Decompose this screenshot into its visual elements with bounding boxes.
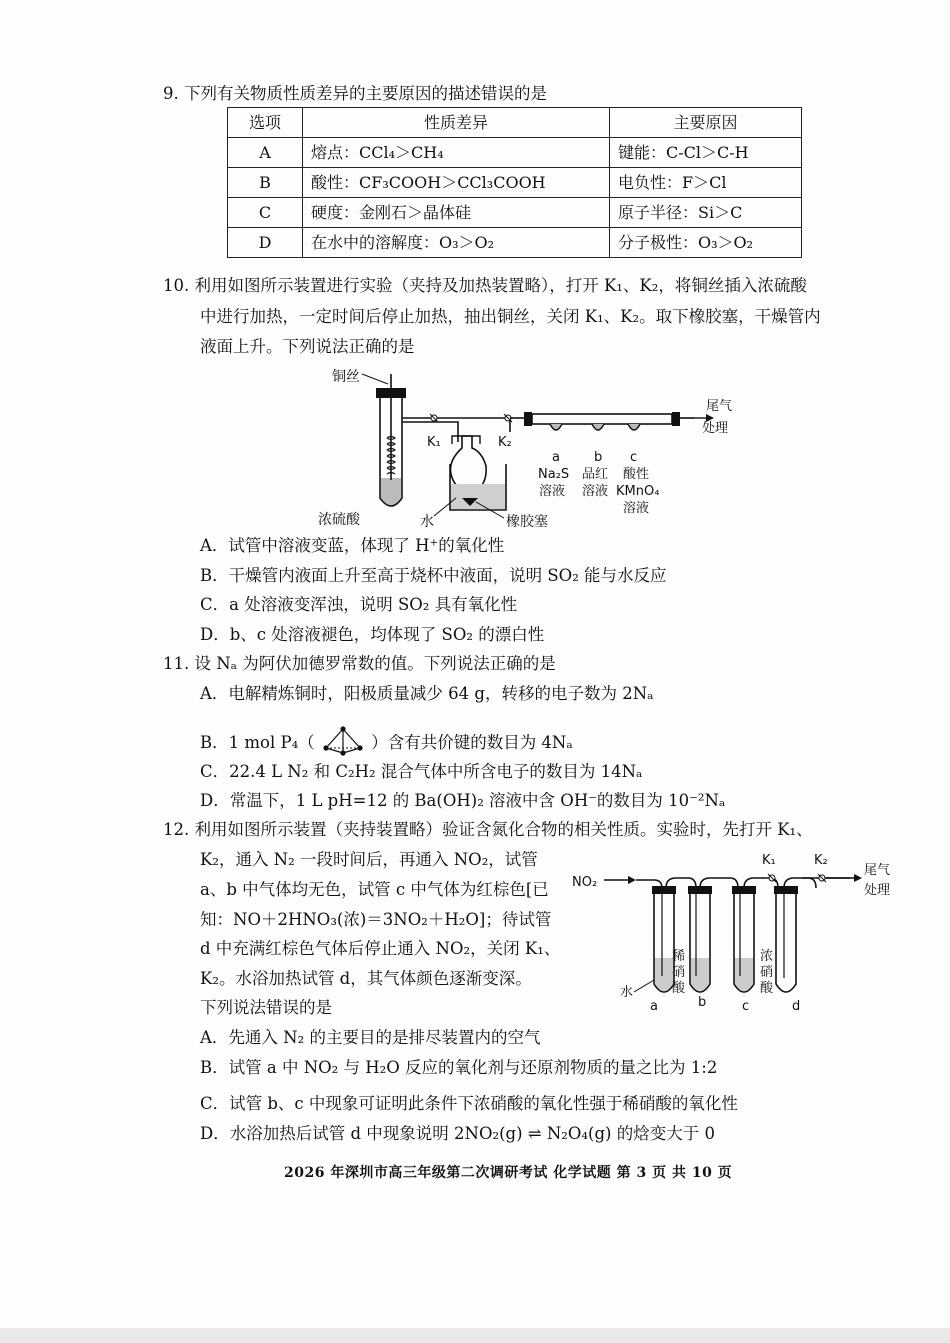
table-row bbox=[228, 138, 802, 168]
question-12-line-5: d 中充满红棕色气体后停止通入 NO₂，关闭 K₁、 bbox=[200, 939, 561, 958]
question-12-option-d: D．水浴加热后试管 d 中现象说明 2NO₂(g) ⇌ N₂O₄(g) 的焓变大于 0 bbox=[200, 1124, 715, 1143]
question-10-option-c: C．a 处溶液变浑浊，说明 SO₂ 具有氧化性 bbox=[200, 595, 518, 614]
table-header: 主要原因 bbox=[610, 108, 802, 138]
tube-a-label: a bbox=[650, 999, 658, 1014]
water-label: 水 bbox=[420, 514, 434, 530]
b-reagent-label: 品红 bbox=[582, 467, 609, 482]
table-cell: 在水中的溶解度：O₃＞O₂ bbox=[303, 228, 610, 258]
question-10-line-2: 中进行加热，一定时间后停止加热，抽出铜丝，关闭 K₁、K₂。取下橡胶塞，干燥管内 bbox=[200, 307, 821, 326]
k2-label: K₂ bbox=[498, 435, 512, 450]
question-10-option-a: A．试管中溶液变蓝，体现了 H⁺的氧化性 bbox=[200, 536, 505, 555]
question-12-line-3: a、b 中气体均无色，试管 c 中气体为红棕色[已 bbox=[200, 880, 549, 899]
conc-acid-label: 酸 bbox=[760, 981, 774, 996]
tube-c-label: c bbox=[742, 999, 750, 1014]
tail-gas-label: 尾气 bbox=[864, 863, 891, 878]
k1-label: K₁ bbox=[427, 435, 441, 450]
table-cell: 酸性：CF₃COOH＞CCl₃COOH bbox=[303, 168, 610, 198]
question-10-apparatus-diagram bbox=[310, 360, 750, 532]
water-label: 水 bbox=[620, 985, 634, 1000]
p4-molecule-icon bbox=[320, 726, 366, 758]
table-cell: 分子极性：O₃＞O₂ bbox=[610, 228, 802, 258]
scan-bottom-edge bbox=[0, 1328, 950, 1343]
a-reagent-label: Na₂S bbox=[538, 467, 570, 482]
question-12-option-c: C．试管 b、c 中现象可证明此条件下浓硝酸的氧化性强于稀硝酸的氧化性 bbox=[200, 1094, 738, 1113]
b-reagent-label: 溶液 bbox=[582, 484, 609, 499]
table-cell: 键能：C-Cl＞C-H bbox=[610, 138, 802, 168]
question-10-option-b: B．干燥管内液面上升至高于烧杯中液面，说明 SO₂ 能与水反应 bbox=[200, 566, 667, 585]
position-c-label: c bbox=[630, 450, 638, 465]
table-cell: 熔点：CCl₄＞CH₄ bbox=[303, 138, 610, 168]
tail-gas-label: 处理 bbox=[702, 421, 729, 436]
page-footer: 2026 年深圳市高三年级第二次调研考试 化学试题 第 3 页 共 10 页 bbox=[284, 1165, 733, 1181]
conc-acid-label: 硝 bbox=[760, 965, 774, 980]
copper-wire-label: 铜丝 bbox=[332, 369, 360, 385]
question-11-stem: 11. 设 Nₐ 为阿伏加德罗常数的值。下列说法正确的是 bbox=[163, 654, 556, 673]
question-12-line-7: 下列说法错误的是 bbox=[200, 998, 332, 1017]
c-reagent-label: 酸性 bbox=[623, 467, 650, 482]
table-header: 选项 bbox=[228, 108, 303, 138]
tail-gas-label: 尾气 bbox=[706, 399, 733, 414]
position-a-label: a bbox=[552, 450, 560, 465]
question-12-option-b: B．试管 a 中 NO₂ 与 H₂O 反应的氧化剂与还原剂物质的量之比为 1:2 bbox=[200, 1058, 718, 1077]
table-cell: B bbox=[228, 168, 303, 198]
question-11-option-d: D．常温下，1 L pH=12 的 Ba(OH)₂ 溶液中含 OH⁻的数目为 10⁻²Nₐ bbox=[200, 791, 726, 810]
tail-gas-label: 处理 bbox=[864, 883, 891, 898]
table-header: 性质差异 bbox=[303, 108, 610, 138]
c-reagent-label: KMnO₄ bbox=[616, 484, 660, 499]
question-10-line-1: 10. 利用如图所示装置进行实验（夹持及加热装置略），打开 K₁、K₂，将铜丝插入浓硫酸 bbox=[163, 276, 807, 295]
stopper-label: 橡胶塞 bbox=[506, 514, 548, 530]
dilute-acid-label: 稀 bbox=[672, 949, 686, 964]
position-b-label: b bbox=[594, 450, 603, 465]
table-header-row bbox=[228, 108, 802, 138]
no2-inlet-label: NO₂ bbox=[572, 875, 598, 890]
question-12-apparatus-diagram bbox=[570, 848, 900, 1016]
question-12-line-4: 知：NO＋2HNO₃(浓)＝3NO₂＋H₂O]；待试管 bbox=[200, 910, 552, 929]
table-row bbox=[228, 168, 802, 198]
option-b-prefix: B．1 mol P₄（ bbox=[200, 733, 315, 752]
conc-acid-label: 浓硫酸 bbox=[318, 512, 360, 528]
question-12-line-1: 12. 利用如图所示装置（夹持装置略）验证含氮化合物的相关性质。实验时，先打开 K₁、 bbox=[163, 820, 813, 839]
c-reagent-label: 溶液 bbox=[623, 501, 650, 516]
table-cell: 原子半径：Si＞C bbox=[610, 198, 802, 228]
table-cell: D bbox=[228, 228, 303, 258]
a-reagent-label: 溶液 bbox=[539, 484, 566, 499]
dilute-acid-label: 硝 bbox=[672, 965, 686, 980]
question-10-line-3: 液面上升。下列说法正确的是 bbox=[200, 337, 415, 356]
table-row bbox=[228, 198, 802, 228]
conc-acid-label: 浓 bbox=[760, 949, 774, 964]
tube-b-label: b bbox=[698, 995, 707, 1010]
table-row bbox=[228, 228, 802, 258]
question-12-line-6: K₂。水浴加热试管 d，其气体颜色逐渐变深。 bbox=[200, 969, 532, 988]
table-cell: 电负性：F＞Cl bbox=[610, 168, 802, 198]
question-10-option-d: D．b、c 处溶液褪色，均体现了 SO₂ 的漂白性 bbox=[200, 625, 545, 644]
table-cell: A bbox=[228, 138, 303, 168]
question-9-table bbox=[227, 107, 802, 258]
dilute-acid-label: 酸 bbox=[672, 981, 686, 996]
question-11-option-c: C．22.4 L N₂ 和 C₂H₂ 混合气体中所含电子的数目为 14Nₐ bbox=[200, 762, 643, 781]
question-11-option-a: A．电解精炼铜时，阳极质量减少 64 g，转移的电子数为 2Nₐ bbox=[200, 684, 654, 703]
tube-d-label: d bbox=[792, 999, 801, 1014]
question-12-option-a: A．先通入 N₂ 的主要目的是排尽装置内的空气 bbox=[200, 1028, 541, 1047]
k1-label: K₁ bbox=[762, 853, 776, 868]
question-11-option-b bbox=[200, 726, 573, 758]
table-cell: 硬度：金刚石＞晶体硅 bbox=[303, 198, 610, 228]
table-cell: C bbox=[228, 198, 303, 228]
k2-label: K₂ bbox=[814, 853, 828, 868]
question-9-stem: 9. 下列有关物质性质差异的主要原因的描述错误的是 bbox=[163, 84, 547, 103]
option-b-suffix: ）含有共价键的数目为 4Nₐ bbox=[371, 733, 573, 752]
question-12-line-2: K₂，通入 N₂ 一段时间后，再通入 NO₂，试管 bbox=[200, 850, 538, 869]
